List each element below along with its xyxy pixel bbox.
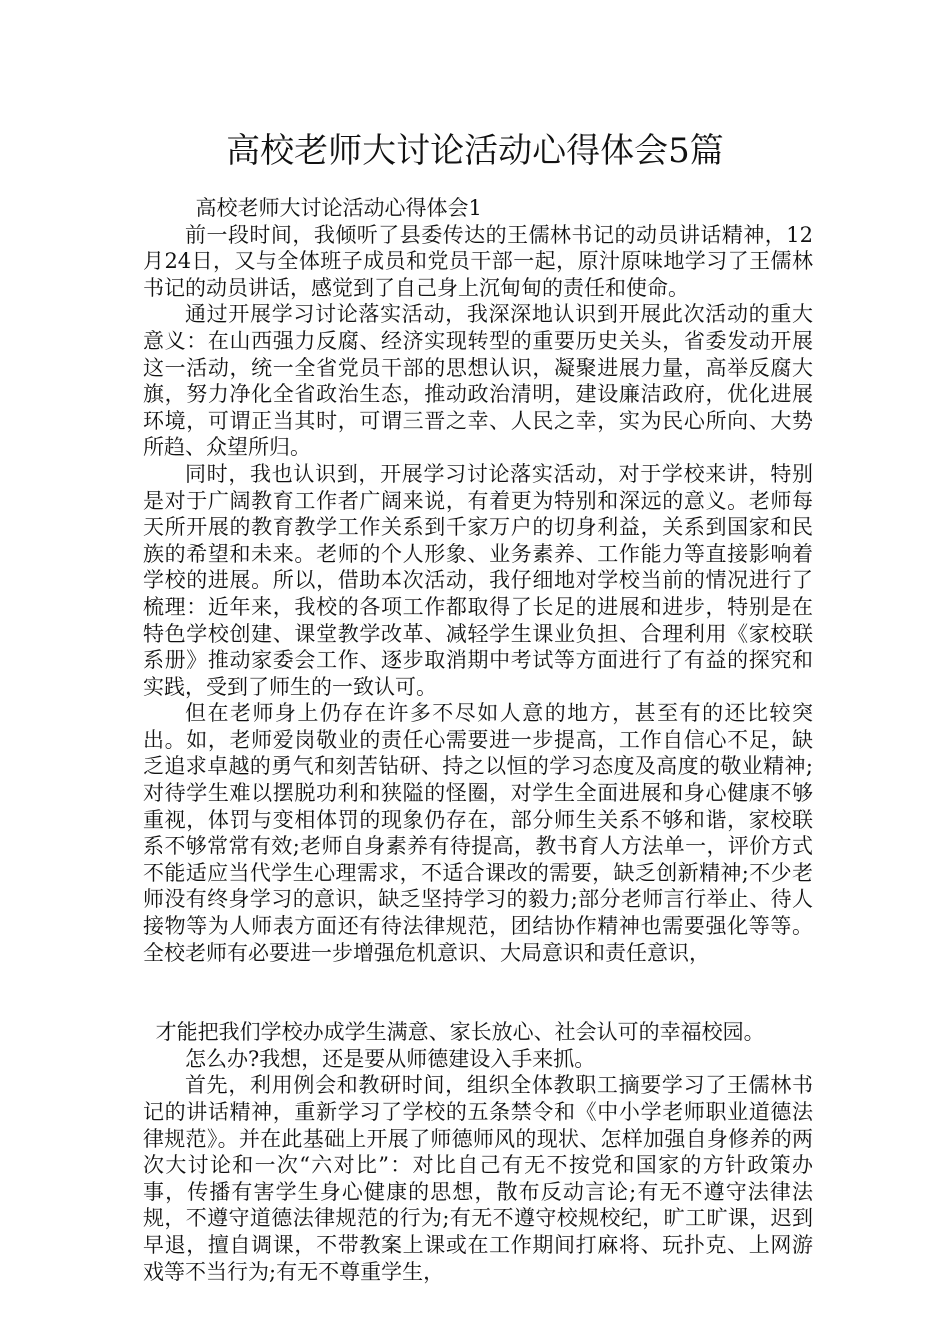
paragraph-1: 前一段时间，我倾听了县委传达的王儒林书记的动员讲话精神，12月24日，又与全体班子成员和党员干部一起，原汁原味地学习了王儒林书记的动员讲话，感觉到了自己身上沉甸甸的责任和使命。 (143, 222, 813, 300)
paragraph-gap (143, 966, 813, 1019)
paragraph-2: 通过开展学习讨论落实活动，我深深地认识到开展此次活动的重大意义：在山西强力反腐、经济实现转型的重要历史关头，省委发动开展这一活动，统一全省党员干部的思想认识，凝聚进展力量，高举反腐大旗，努力净化全省政治生态，推动政治清明，建设廉洁政府，优化进展环境，可谓正当其时，可谓三晋之幸、人民之幸，实为民心所向、大势所趋、众望所归。 (143, 302, 813, 460)
paragraph-continuation: 才能把我们学校办成学生满意、家长放心、社会认可的幸福校园。 (155, 1020, 765, 1045)
document-body (143, 195, 813, 1285)
paragraph-3: 同时，我也认识到，开展学习讨论落实活动，对于学校来讲，特别是对于广阔教育工作者广阔来说，有着更为特别和深远的意义。老师每天所开展的教育教学工作关系到千家万户的切身利益，关系到国家和民族的希望和未来。老师的个人形象、业务素养、工作能力等直接影响着学校的进展。所以，借助本次活动，我仔细地对学校当前的情况进行了梳理：近年来，我校的各项工作都取得了长足的进展和进步，特别是在特色学校创建、课堂教学改革、减轻学生课业负担、合理利用《家校联系册》推动家委会工作、逐步取消期中考试等方面进行了有益的探究和实践，受到了师生的一致认可。 (143, 461, 813, 699)
paragraph-6: 首先，利用例会和教研时间，组织全体教职工摘要学习了王儒林书记的讲话精神，重新学习了学校的五条禁令和《中小学老师职业道德法律规范》。并在此基础上开展了师德师风的现状、怎样加强自身修养的两次大讨论和一次“六对比”：对比自己有无不按党和国家的方针政策办事，传播有害学生身心健康的思想，散布反动言论;有无不遵守法律法规，不遵守道德法律规范的行为;有无不遵守校规校纪，旷工旷课，迟到早退，擅自调课，不带教案上课或在工作期间打麻将、玩扑克、上网游戏等不当行为;有无不尊重学生， (143, 1073, 813, 1284)
section-heading: 高校老师大讨论活动心得体会1 (195, 196, 482, 220)
paragraph-4: 但在老师身上仍存在许多不尽如人意的地方，甚至有的还比较突出。如，老师爱岗敬业的责任心需要进一步提高，工作自信心不足，缺乏追求卓越的勇气和刻苦钻研、持之以恒的学习态度及高度的敬业精神;对待学生难以摆脱功利和狭隘的怪圈，对学生全面进展和身心健康不够重视，体罚与变相体罚的现象仍存在，部分师生关系不够和谐，家校联系不够常常有效;老师自身素养有待提高，教书育人方法单一，评价方式不能适应当代学生心理需求，不适合课改的需要，缺乏创新精神;不少老师没有终身学习的意识，缺乏坚持学习的毅力;部分老师言行举止、待人接物等为人师表方面还有待法律规范，团结协作精神也需要强化等等。全校老师有必要进一步增强危机意识、大局意识和责任意识， (143, 701, 813, 965)
document-title: 高校老师大讨论活动心得体会5篇 (226, 131, 724, 171)
paragraph-5: 怎么办?我想，还是要从师德建设入手来抓。 (185, 1046, 596, 1071)
